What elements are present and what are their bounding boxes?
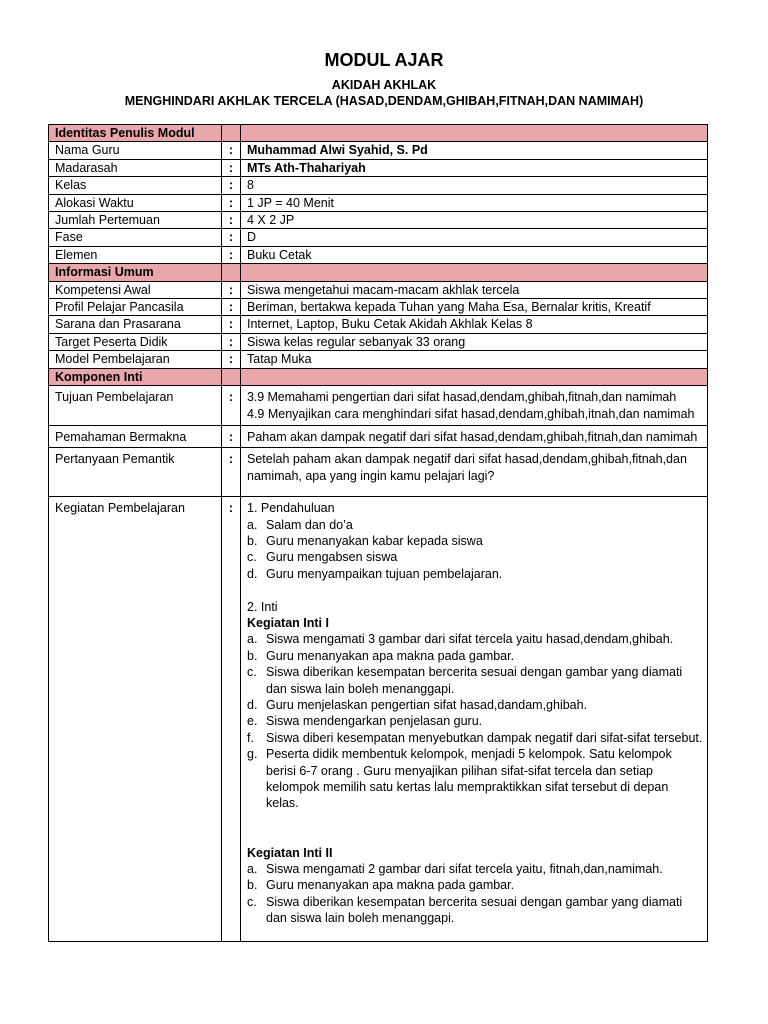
table-row	[49, 299, 708, 316]
row-separator: :	[222, 194, 241, 211]
row-value: 8	[241, 177, 708, 194]
row-separator: :	[222, 448, 241, 497]
row-separator: :	[222, 351, 241, 368]
row-label: Kompetensi Awal	[49, 281, 222, 298]
row-label: Kelas	[49, 177, 222, 194]
row-value: Muhammad Alwi Syahid, S. Pd	[241, 142, 708, 159]
row-label: Model Pembelajaran	[49, 351, 222, 368]
row-label: Pemahaman Bermakna	[49, 425, 222, 447]
tujuan-item: 4.9 Menyajikan cara menghindari sifat hasad,dendam,ghibah,itnah,dan namimah	[247, 406, 695, 421]
table-row	[49, 142, 708, 159]
list-item: b. Guru menanyakan apa makna pada gambar.	[247, 648, 515, 663]
row-separator: :	[222, 316, 241, 333]
table-row	[49, 212, 708, 229]
row-value: Siswa mengetahui macam-macam akhlak tercela	[241, 281, 708, 298]
list-item: a. Siswa mengamati 3 gambar dari sifat tercela yaitu hasad,dendam,ghibah.	[247, 632, 674, 647]
list-item: g. Peserta didik membentuk kelompok, menjadi 5 kelompok. Satu kelompok berisi 6-7 orang . Guru menyajikan pilihan sifat-sifat tercela dan setiap kelompok memilih satu kertas lalu mempraktikkan sifat tersebut di depan kelas.	[247, 747, 672, 811]
table-row	[49, 281, 708, 298]
table-row	[49, 177, 708, 194]
inti1-title: Kegiatan Inti I	[247, 615, 329, 630]
inti2-list	[247, 861, 704, 927]
modul-table	[48, 124, 708, 942]
section-title: Identitas Penulis Modul	[49, 125, 222, 142]
list-item: a. Salam dan do’a	[247, 517, 353, 532]
list-item: b. Guru menanyakan kabar kepada siswa	[247, 533, 483, 548]
row-label: Target Peserta Didik	[49, 333, 222, 350]
list-item: d. Guru menjelaskan pengertian sifat hasad,dandam,ghibah.	[247, 697, 588, 712]
row-label: Alokasi Waktu	[49, 194, 222, 211]
row-value: Beriman, bertakwa kepada Tuhan yang Maha Esa, Bernalar kritis, Kreatif	[241, 299, 708, 316]
list-item: f. Siswa diberi kesempatan menyebutkan dampak negatif dari sifat-sifat tersebut.	[247, 730, 703, 745]
row-separator: :	[222, 497, 241, 942]
table-row	[49, 333, 708, 350]
inti1-list	[247, 631, 704, 811]
row-separator: :	[222, 333, 241, 350]
row-label: Pertanyaan Pemantik	[49, 448, 222, 497]
list-item: a. Siswa mengamati 2 gambar dari sifat tercela yaitu, fitnah,dan,namimah.	[247, 862, 663, 877]
row-separator: :	[222, 212, 241, 229]
tujuan-item: 3.9 Memahami pengertian dari sifat hasad,dendam,ghibah,fitnah,dan namimah	[247, 390, 677, 405]
inti-title: 2. Inti	[247, 599, 278, 614]
list-item: c. Guru mengabsen siswa	[247, 550, 398, 565]
row-separator: :	[222, 246, 241, 263]
table-row	[49, 159, 708, 176]
tujuan-content	[241, 386, 708, 426]
row-separator: :	[222, 177, 241, 194]
kegiatan-content	[241, 497, 708, 942]
pendahuluan-list	[247, 517, 704, 583]
table-row	[49, 386, 708, 426]
section-komponen	[49, 368, 708, 385]
table-row	[49, 316, 708, 333]
row-separator: :	[222, 281, 241, 298]
section-identitas	[49, 125, 708, 142]
row-value: 1 JP = 40 Menit	[241, 194, 708, 211]
row-value: Paham akan dampak negatif dari sifat hasad,dendam,ghibah,fitnah,dan namimah	[241, 425, 708, 447]
list-item: d. Guru menyampaikan tujuan pembelajaran.	[247, 566, 503, 581]
list-item: e. Siswa mendengarkan penjelasan guru.	[247, 714, 483, 729]
inti2-title: Kegiatan Inti II	[247, 845, 333, 860]
row-value: Siswa kelas regular sebanyak 33 orang	[241, 333, 708, 350]
row-label: Kegiatan Pembelajaran	[49, 497, 222, 942]
table-row	[49, 425, 708, 447]
row-value: 4 X 2 JP	[241, 212, 708, 229]
table-row	[49, 229, 708, 246]
document-title: MODUL AJAR	[324, 50, 444, 70]
row-value: Buku Cetak	[241, 246, 708, 263]
section-title: Informasi Umum	[49, 264, 222, 281]
row-label: Madarasah	[49, 159, 222, 176]
row-value: Tatap Muka	[241, 351, 708, 368]
row-separator: :	[222, 386, 241, 426]
list-item: c. Siswa diberikan kesempatan bercerita sesuai dengan gambar yang diamati dan siswa lain boleh menanggapi.	[247, 665, 683, 696]
row-label: Fase	[49, 229, 222, 246]
list-item: b. Guru menanyakan apa makna pada gambar.	[247, 878, 515, 893]
topic-heading: MENGHINDARI AKHLAK TERCELA (HASAD,DENDAM,GHIBAH,FITNAH,DAN NAMIMAH)	[124, 94, 644, 108]
table-row	[49, 194, 708, 211]
row-label: Profil Pelajar Pancasila	[49, 299, 222, 316]
table-row	[49, 448, 708, 497]
row-separator: :	[222, 142, 241, 159]
section-title: Komponen Inti	[49, 368, 222, 385]
row-separator: :	[222, 299, 241, 316]
subject-heading: AKIDAH AKHLAK	[331, 78, 437, 92]
row-separator: :	[222, 229, 241, 246]
list-item: c. Siswa diberikan kesempatan bercerita sesuai dengan gambar yang diamati dan siswa lain boleh menanggapi.	[247, 894, 683, 926]
row-label: Elemen	[49, 246, 222, 263]
row-label: Jumlah Pertemuan	[49, 212, 222, 229]
row-separator: :	[222, 425, 241, 447]
row-separator: :	[222, 159, 241, 176]
row-label: Sarana dan Prasarana	[49, 316, 222, 333]
table-row	[49, 246, 708, 263]
row-label: Tujuan Pembelajaran	[49, 386, 222, 426]
row-value: Setelah paham akan dampak negatif dari sifat hasad,dendam,ghibah,fitnah,dan namimah, apa yang ingin kamu pelajari lagi?	[241, 448, 708, 497]
row-value: D	[241, 229, 708, 246]
row-label: Nama Guru	[49, 142, 222, 159]
table-row	[49, 497, 708, 942]
row-value: Internet, Laptop, Buku Cetak Akidah Akhlak Kelas 8	[241, 316, 708, 333]
section-informasi	[49, 264, 708, 281]
row-value: MTs Ath-Thahariyah	[241, 159, 708, 176]
pendahuluan-title: 1. Pendahuluan	[247, 501, 335, 516]
table-row	[49, 351, 708, 368]
